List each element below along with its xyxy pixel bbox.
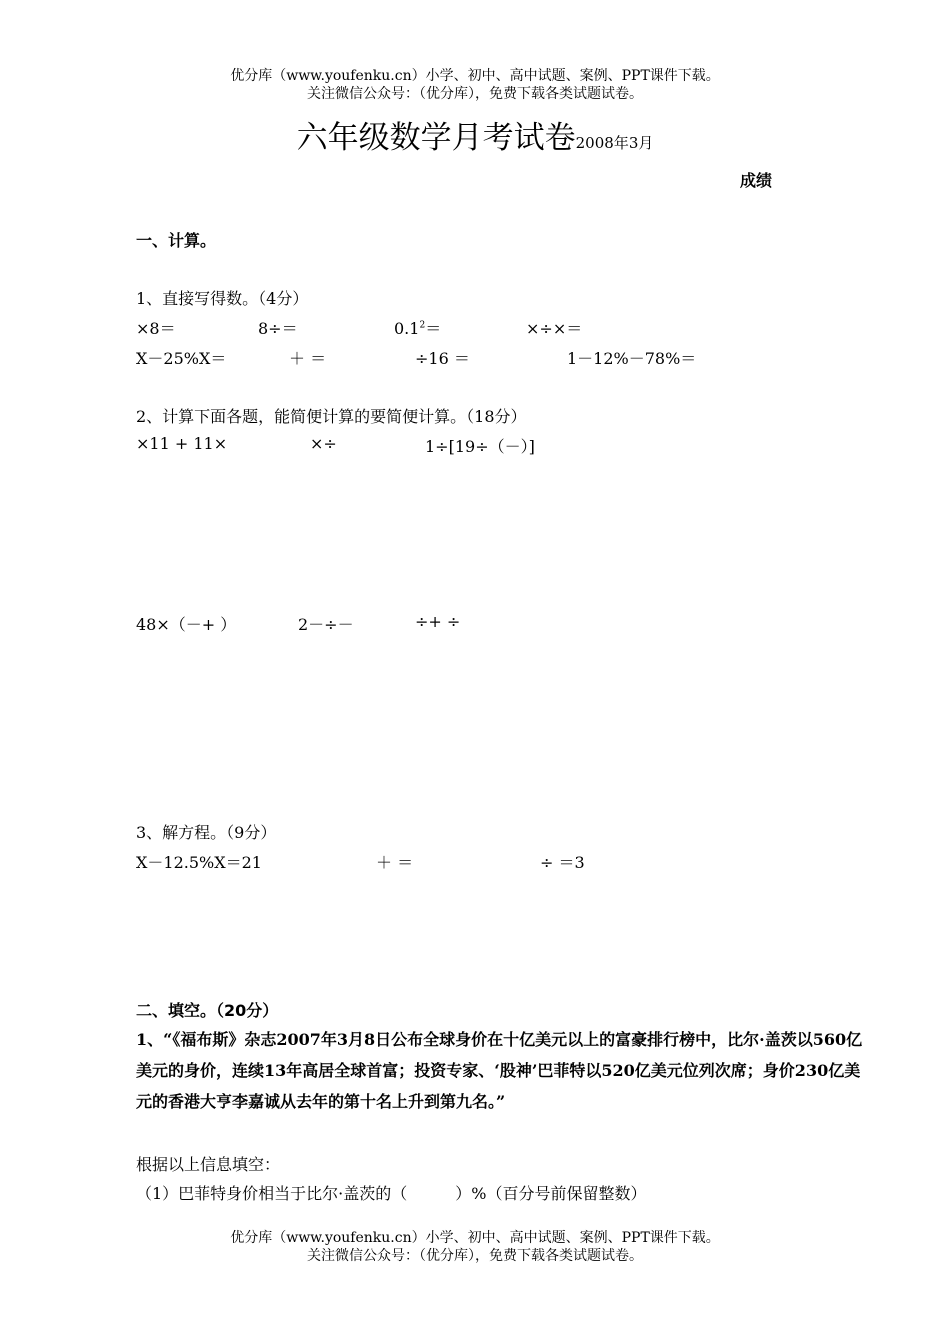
q2-row2-item-2: 2－÷－ — [298, 615, 354, 634]
q2-row1-item-1: ×11 + 11× — [136, 434, 228, 453]
q1-row1-item-3-base: 0.1 — [394, 319, 420, 338]
q1-row2-item-2: ＋ ＝ — [289, 349, 327, 368]
q1-row1-item-2: 8÷＝ — [258, 319, 298, 338]
title-main: 六年级数学月考试卷 — [296, 120, 576, 156]
q2-row1-item-2: ×÷ — [310, 434, 337, 453]
q1-row2-item-1: X－25%X＝ — [136, 349, 227, 368]
q2-row2-item-3: ÷+ ÷ — [415, 612, 461, 631]
header-line-1: 优分库（www.youfenku.cn）小学、初中、高中试题、案例、PPT课件下载。 — [230, 68, 720, 84]
forbes-passage: 1、“《福布斯》杂志2007年3月8日公布全球身价在十亿美元以上的富豪排行榜中，比尔·盖茨以560亿美元的身价，连续13年高居全球首富；投资专家、‘股神’巴菲特以520亿美元位列次席；身价230亿美元的香港大亨李嘉诚从去年的第十名上升到第九名。” — [136, 1030, 863, 1111]
q1-row1-item-3-sup: 2 — [419, 320, 426, 331]
page-title — [0, 112, 950, 157]
q1-row2-item-4: 1－12%－78%＝ — [567, 349, 697, 368]
q1-row1-item-1: ×8＝ — [136, 319, 176, 338]
q1-row2-item-3: ÷16 ＝ — [415, 349, 470, 368]
q3-row1-item-1: X－12.5%X＝21 — [136, 853, 262, 872]
q2-label: 2、计算下面各题，能简便计算的要简便计算。（18分） — [136, 407, 527, 426]
q3-row1-item-2: ＋ ＝ — [376, 853, 414, 872]
q3-row1-item-3: ÷ ＝3 — [540, 853, 585, 872]
fill-intro: 根据以上信息填空： — [136, 1155, 281, 1174]
footer-line-1: 优分库（www.youfenku.cn）小学、初中、高中试题、案例、PPT课件下载。 — [230, 1230, 720, 1246]
q3-label: 3、解方程。（9分） — [136, 823, 277, 842]
title-date: 2008年3月 — [575, 134, 654, 152]
score-label: 成绩 — [740, 171, 773, 190]
q1-row1-item-3-tail: ＝ — [425, 319, 442, 338]
section-1-heading: 一、计算。 — [136, 231, 217, 250]
q1-label: 1、直接写得数。（4分） — [136, 289, 309, 308]
q1-row1-item-3 — [394, 316, 441, 339]
q2-row2-item-1: 48×（－+ ） — [136, 615, 237, 634]
q2-row1-item-3: 1÷[19÷（－）] — [425, 437, 535, 456]
section-2-heading: 二、填空。（20分） — [136, 1001, 279, 1020]
header-line-2: 关注微信公众号：（优分库），免费下载各类试题试卷。 — [307, 86, 643, 102]
footer-line-2: 关注微信公众号：（优分库），免费下载各类试题试卷。 — [307, 1248, 643, 1264]
fill-sub-1: （1）巴菲特身价相当于比尔·盖茨的（ ）%（百分号前保留整数） — [136, 1184, 647, 1203]
q1-row1-item-4: ×÷×＝ — [526, 319, 583, 338]
